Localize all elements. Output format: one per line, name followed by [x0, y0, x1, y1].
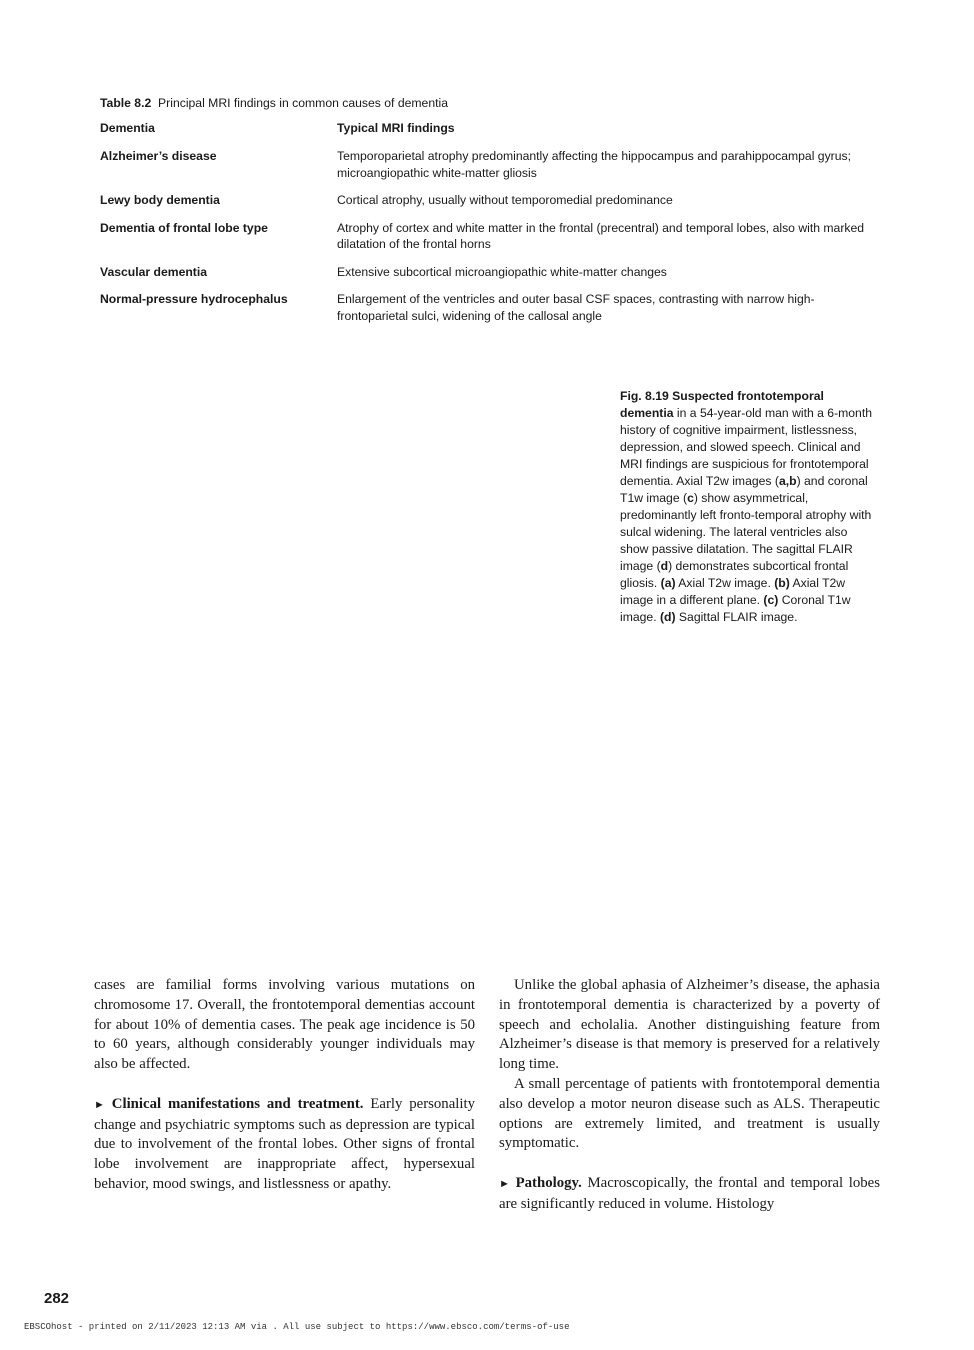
- table-row: [100, 264, 880, 281]
- section-paragraph: [499, 1174, 880, 1215]
- panel-ref: a,b: [778, 474, 797, 488]
- section-heading: Pathology.: [515, 1174, 582, 1191]
- mri-findings-table: [100, 95, 880, 335]
- left-text-column: [94, 976, 475, 1195]
- table-row: [100, 291, 880, 324]
- panel-label-d: (d): [659, 610, 676, 624]
- footer-notice: EBSCOhost - printed on 2/11/2023 12:13 AM via . All use subject to https://www.ebsco.com/terms-of-use: [24, 1322, 570, 1332]
- section-marker-icon: ►: [94, 1098, 105, 1111]
- section-paragraph: [94, 1095, 475, 1195]
- figure-title: Suspected frontotemporal dementia: [620, 389, 824, 420]
- table-header-dementia: Dementia: [100, 120, 155, 135]
- caption-text: in a 54-year-old man with a 6-month history of cognitive impairment, listlessness, depression, and slowed speech. Clinical and MRI findings are suspicious for frontotemporal dementia. Axial T2w images (: [620, 406, 872, 488]
- paragraph: A small percentage of patients with frontotemporal dementia also develop a motor neuron disease such as ALS. Therapeutic options are extremely limited, and treatment is usually symptomatic.: [499, 1075, 880, 1152]
- right-text-column: [499, 976, 880, 1215]
- panel-label-c: (c): [763, 593, 779, 607]
- page-number: 282: [44, 1290, 70, 1307]
- dementia-cell: Vascular dementia: [100, 264, 208, 279]
- table-row: [100, 192, 880, 209]
- paragraph: cases are familial forms involving various mutations on chromosome 17. Overall, the frontotemporal dementias account for about 10% of dementia cases. The peak age incidence is 50 to 60 years, although considerably younger individuals may also be affected.: [94, 977, 475, 1073]
- panel-label-a: (a): [660, 576, 676, 590]
- figure-caption: [620, 388, 874, 626]
- table-header-row: [100, 120, 880, 137]
- dementia-cell: Normal-pressure hydrocephalus: [100, 292, 288, 306]
- panel-ref: d: [660, 559, 669, 573]
- table-row: [100, 148, 880, 181]
- findings-cell: Cortical atrophy, usually without temporomedial predominance: [337, 193, 673, 207]
- dementia-cell: Dementia of frontal lobe type: [100, 220, 268, 235]
- table-label: Table 8.2: [100, 96, 152, 110]
- panel-desc-b: Axial T2w image in a different plane.: [620, 576, 846, 607]
- caption-text: ) demonstrates subcortical frontal gliosis.: [620, 559, 849, 590]
- caption-text: ) show asymmetrical, predominantly left fronto-temporal atrophy with sulcal widening. The lateral ventricles also show passive dilatation. The sagittal FLAIR image (: [620, 491, 872, 573]
- paragraph-text: Macroscopically, the frontal and temporal lobes are significantly reduced in volume. Histology: [499, 1174, 881, 1212]
- panel-desc-a: Axial T2w image.: [675, 576, 775, 590]
- panel-desc-d: Sagittal FLAIR image.: [675, 610, 798, 624]
- findings-cell: Atrophy of cortex and white matter in the frontal (precentral) and temporal lobes, also with marked dilatation of the frontal horns: [337, 220, 865, 251]
- paragraph-text: Early personality change and psychiatric symptoms such as depression are typical due to involvement of the frontal lobes. Other signs of frontal lobe involvement are inappropriate affect, hypersexual behavior, mood swings, and listlessness or apathy.: [94, 1095, 475, 1192]
- table-caption: [100, 95, 880, 112]
- table-row: [100, 220, 880, 253]
- paragraph: Unlike the global aphasia of Alzheimer’s disease, the aphasia in frontotemporal dementia is characterized by a poverty of speech and echolalia. Another distinguishing feature from Alzheimer’s disease is that memory is preserved for a relatively long time.: [499, 977, 880, 1073]
- table-header-findings: Typical MRI findings: [337, 120, 455, 135]
- panel-desc-c: Coronal T1w image.: [620, 593, 851, 624]
- findings-cell: Enlargement of the ventricles and outer basal CSF spaces, contrasting with narrow high-frontoparietal sulci, widening of the callosal angle: [337, 292, 815, 323]
- section-marker-icon: ►: [499, 1177, 510, 1190]
- table-title: Principal MRI findings in common causes of dementia: [158, 96, 448, 110]
- dementia-cell: Lewy body dementia: [100, 193, 220, 207]
- section-heading: Clinical manifestations and treatment.: [111, 1095, 364, 1112]
- findings-cell: Extensive subcortical microangiopathic white-matter changes: [337, 264, 667, 279]
- dementia-cell: Alzheimer’s disease: [100, 149, 217, 163]
- panel-ref: c: [687, 491, 694, 505]
- findings-cell: Temporoparietal atrophy predominantly affecting the hippocampus and parahippocampal gyrus; microangiopathic white-matter gliosis: [337, 149, 851, 180]
- caption-text: ) and coronal T1w image (: [620, 474, 868, 505]
- figure-label: Fig. 8.19: [620, 389, 669, 403]
- panel-label-b: (b): [774, 576, 790, 590]
